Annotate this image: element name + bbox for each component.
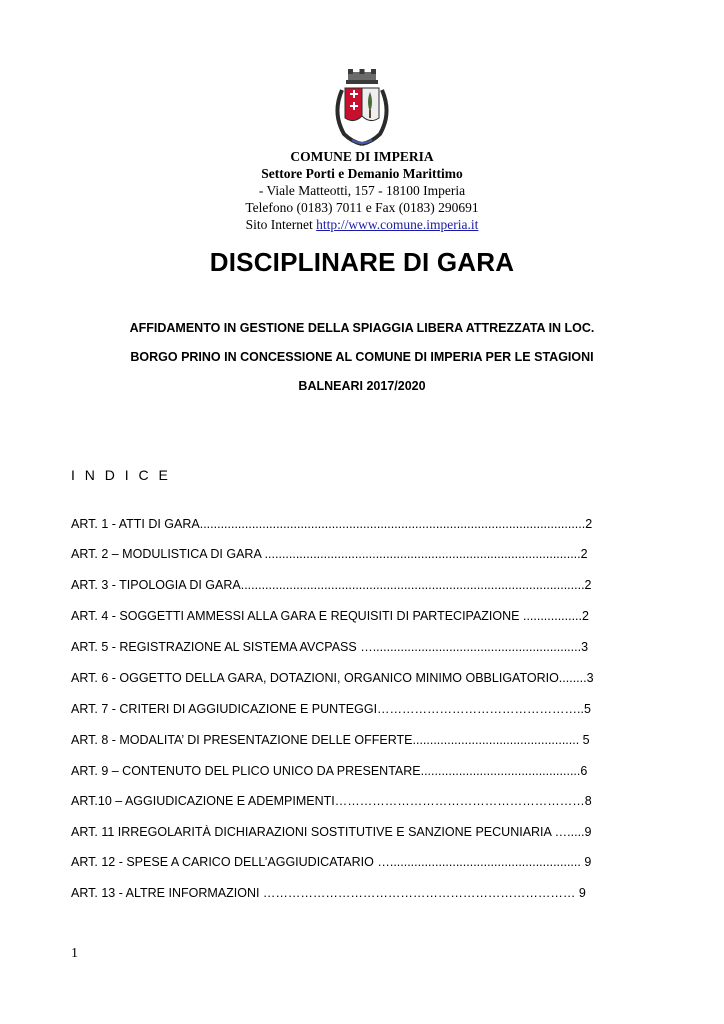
toc-entry[interactable]: ART. 11 IRREGOLARITÀ DICHIARAZIONI SOSTITUTIVE E SANZIONE PECUNIARIA ….....9 [71, 825, 592, 839]
toc-entry[interactable]: ART. 6 - OGGETTO DELLA GARA, DOTAZIONI, ORGANICO MINIMO OBBLIGATORIO........3 [71, 671, 594, 685]
address: - Viale Matteotti, 157 - 18100 Imperia [258, 183, 466, 198]
toc-entry[interactable]: ART. 4 - SOGGETTI AMMESSI ALLA GARA E REQUISITI DI PARTECIPAZIONE .................2 [71, 609, 589, 623]
document-title: DISCIPLINARE DI GARA [209, 247, 515, 277]
toc-entry[interactable]: ART. 2 – MODULISTICA DI GARA ...........................................................................................2 [71, 547, 588, 561]
subtitle-line: BALNEARI 2017/2020 [298, 379, 426, 393]
website-line [0, 216, 724, 233]
website-label: Sito Internet [245, 217, 317, 232]
toc-entry[interactable]: ART. 8 - MODALITA’ DI PRESENTAZIONE DELLE OFFERTE................................................ 5 [71, 733, 590, 747]
toc-entry[interactable]: ART. 7 - CRITERI DI AGGIUDICAZIONE E PUNTEGGI…………………………………………..5 [71, 702, 591, 716]
website-link[interactable]: http://www.comune.imperia.it [316, 217, 479, 232]
toc-entry[interactable]: ART. 5 - REGISTRAZIONE AL SISTEMA AVCPASS …............................................................3 [71, 640, 589, 654]
toc-entry[interactable]: ART. 13 - ALTRE INFORMAZIONI ………………………………………………………………… 9 [71, 886, 586, 900]
issuing-authority: COMUNE DI IMPERIA [290, 149, 434, 164]
toc-entry[interactable]: ART. 12 - SPESE A CARICO DELL’AGGIUDICATARIO …....................................................... 9 [71, 855, 592, 869]
page-number: 1 [71, 946, 78, 961]
phone-fax: Telefono (0183) 7011 e Fax (0183) 290691 [245, 200, 479, 215]
toc-entry[interactable]: ART.10 – AGGIUDICAZIONE E ADEMPIMENTI……………………………………………………8 [71, 794, 592, 808]
city-coat-of-arms-icon [330, 68, 394, 148]
department: Settore Porti e Demanio Marittimo [261, 166, 463, 181]
toc-entry[interactable]: ART. 9 – CONTENUTO DEL PLICO UNICO DA PRESENTARE..............................................6 [71, 764, 588, 778]
toc-entry[interactable]: ART. 1 - ATTI DI GARA...............................................................................................................2 [71, 517, 593, 531]
toc-entry[interactable]: ART. 3 - TIPOLOGIA DI GARA...................................................................................................2 [71, 578, 592, 592]
subtitle-line: AFFIDAMENTO IN GESTIONE DELLA SPIAGGIA LIBERA ATTREZZATA IN LOC. [129, 321, 595, 335]
index-heading: I N D I C E [71, 467, 171, 483]
subtitle-line: BORGO PRINO IN CONCESSIONE AL COMUNE DI IMPERIA PER LE STAGIONI [130, 350, 594, 364]
